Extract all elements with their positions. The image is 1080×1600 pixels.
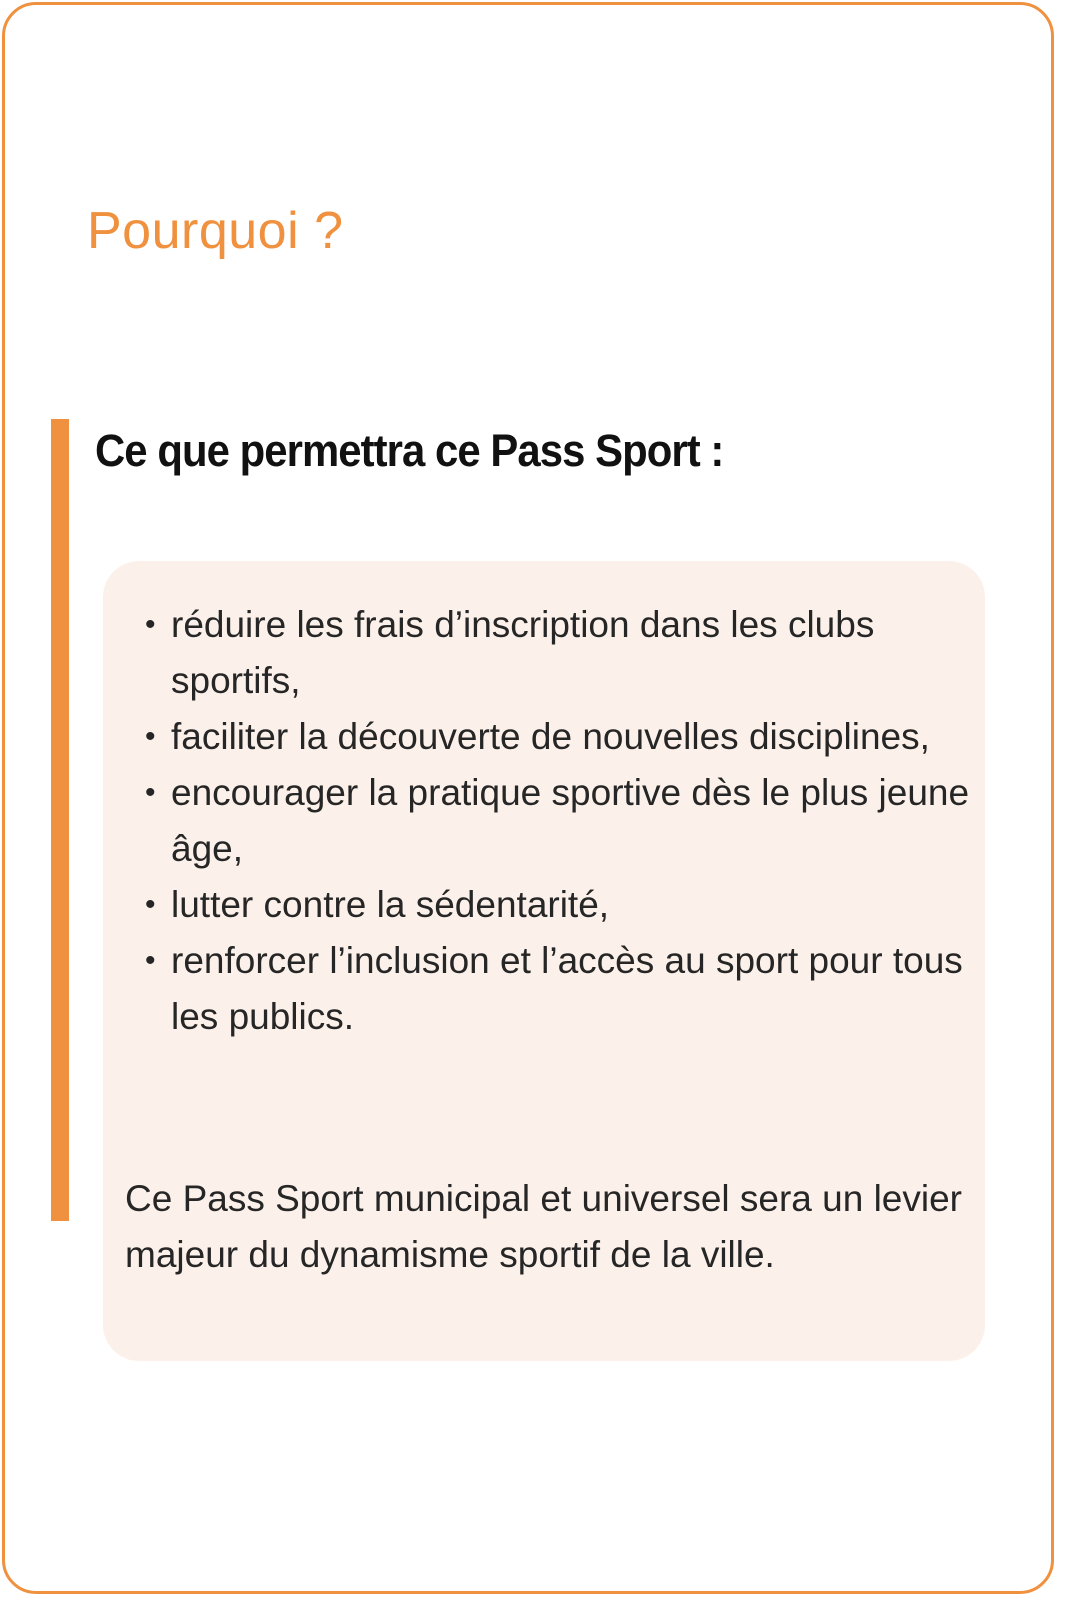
- content-box: [103, 561, 985, 1361]
- list-item: [143, 597, 973, 709]
- bullet-icon: •: [145, 720, 156, 753]
- accent-bar: [51, 419, 69, 1221]
- closing-paragraph: Ce Pass Sport municipal et universel sera un levier majeur du dynamisme sportif de la ville.: [125, 1178, 962, 1275]
- info-card: [2, 2, 1054, 1594]
- bullet-icon: •: [145, 608, 156, 641]
- bullet-icon: •: [145, 776, 156, 809]
- list-item: [143, 933, 973, 1045]
- heading: Ce que permettra ce Pass Sport :: [95, 425, 724, 476]
- list-item-text: lutter contre la sédentarité,: [171, 884, 610, 925]
- list-item: [143, 709, 973, 765]
- list-item-text: faciliter la découverte de nouvelles disciplines,: [171, 716, 930, 757]
- bullet-icon: •: [145, 944, 156, 977]
- list-item-text: renforcer l’inclusion et l’accès au sport pour tous les publics.: [171, 940, 963, 1037]
- bullet-list: [143, 597, 973, 1045]
- list-item: [143, 877, 973, 933]
- list-item-text: encourager la pratique sportive dès le plus jeune âge,: [171, 772, 970, 869]
- bullet-icon: •: [145, 888, 156, 921]
- section-title: Pourquoi ?: [87, 202, 344, 260]
- list-item: [143, 765, 973, 877]
- list-item-text: réduire les frais d’inscription dans les clubs sportifs,: [171, 604, 875, 701]
